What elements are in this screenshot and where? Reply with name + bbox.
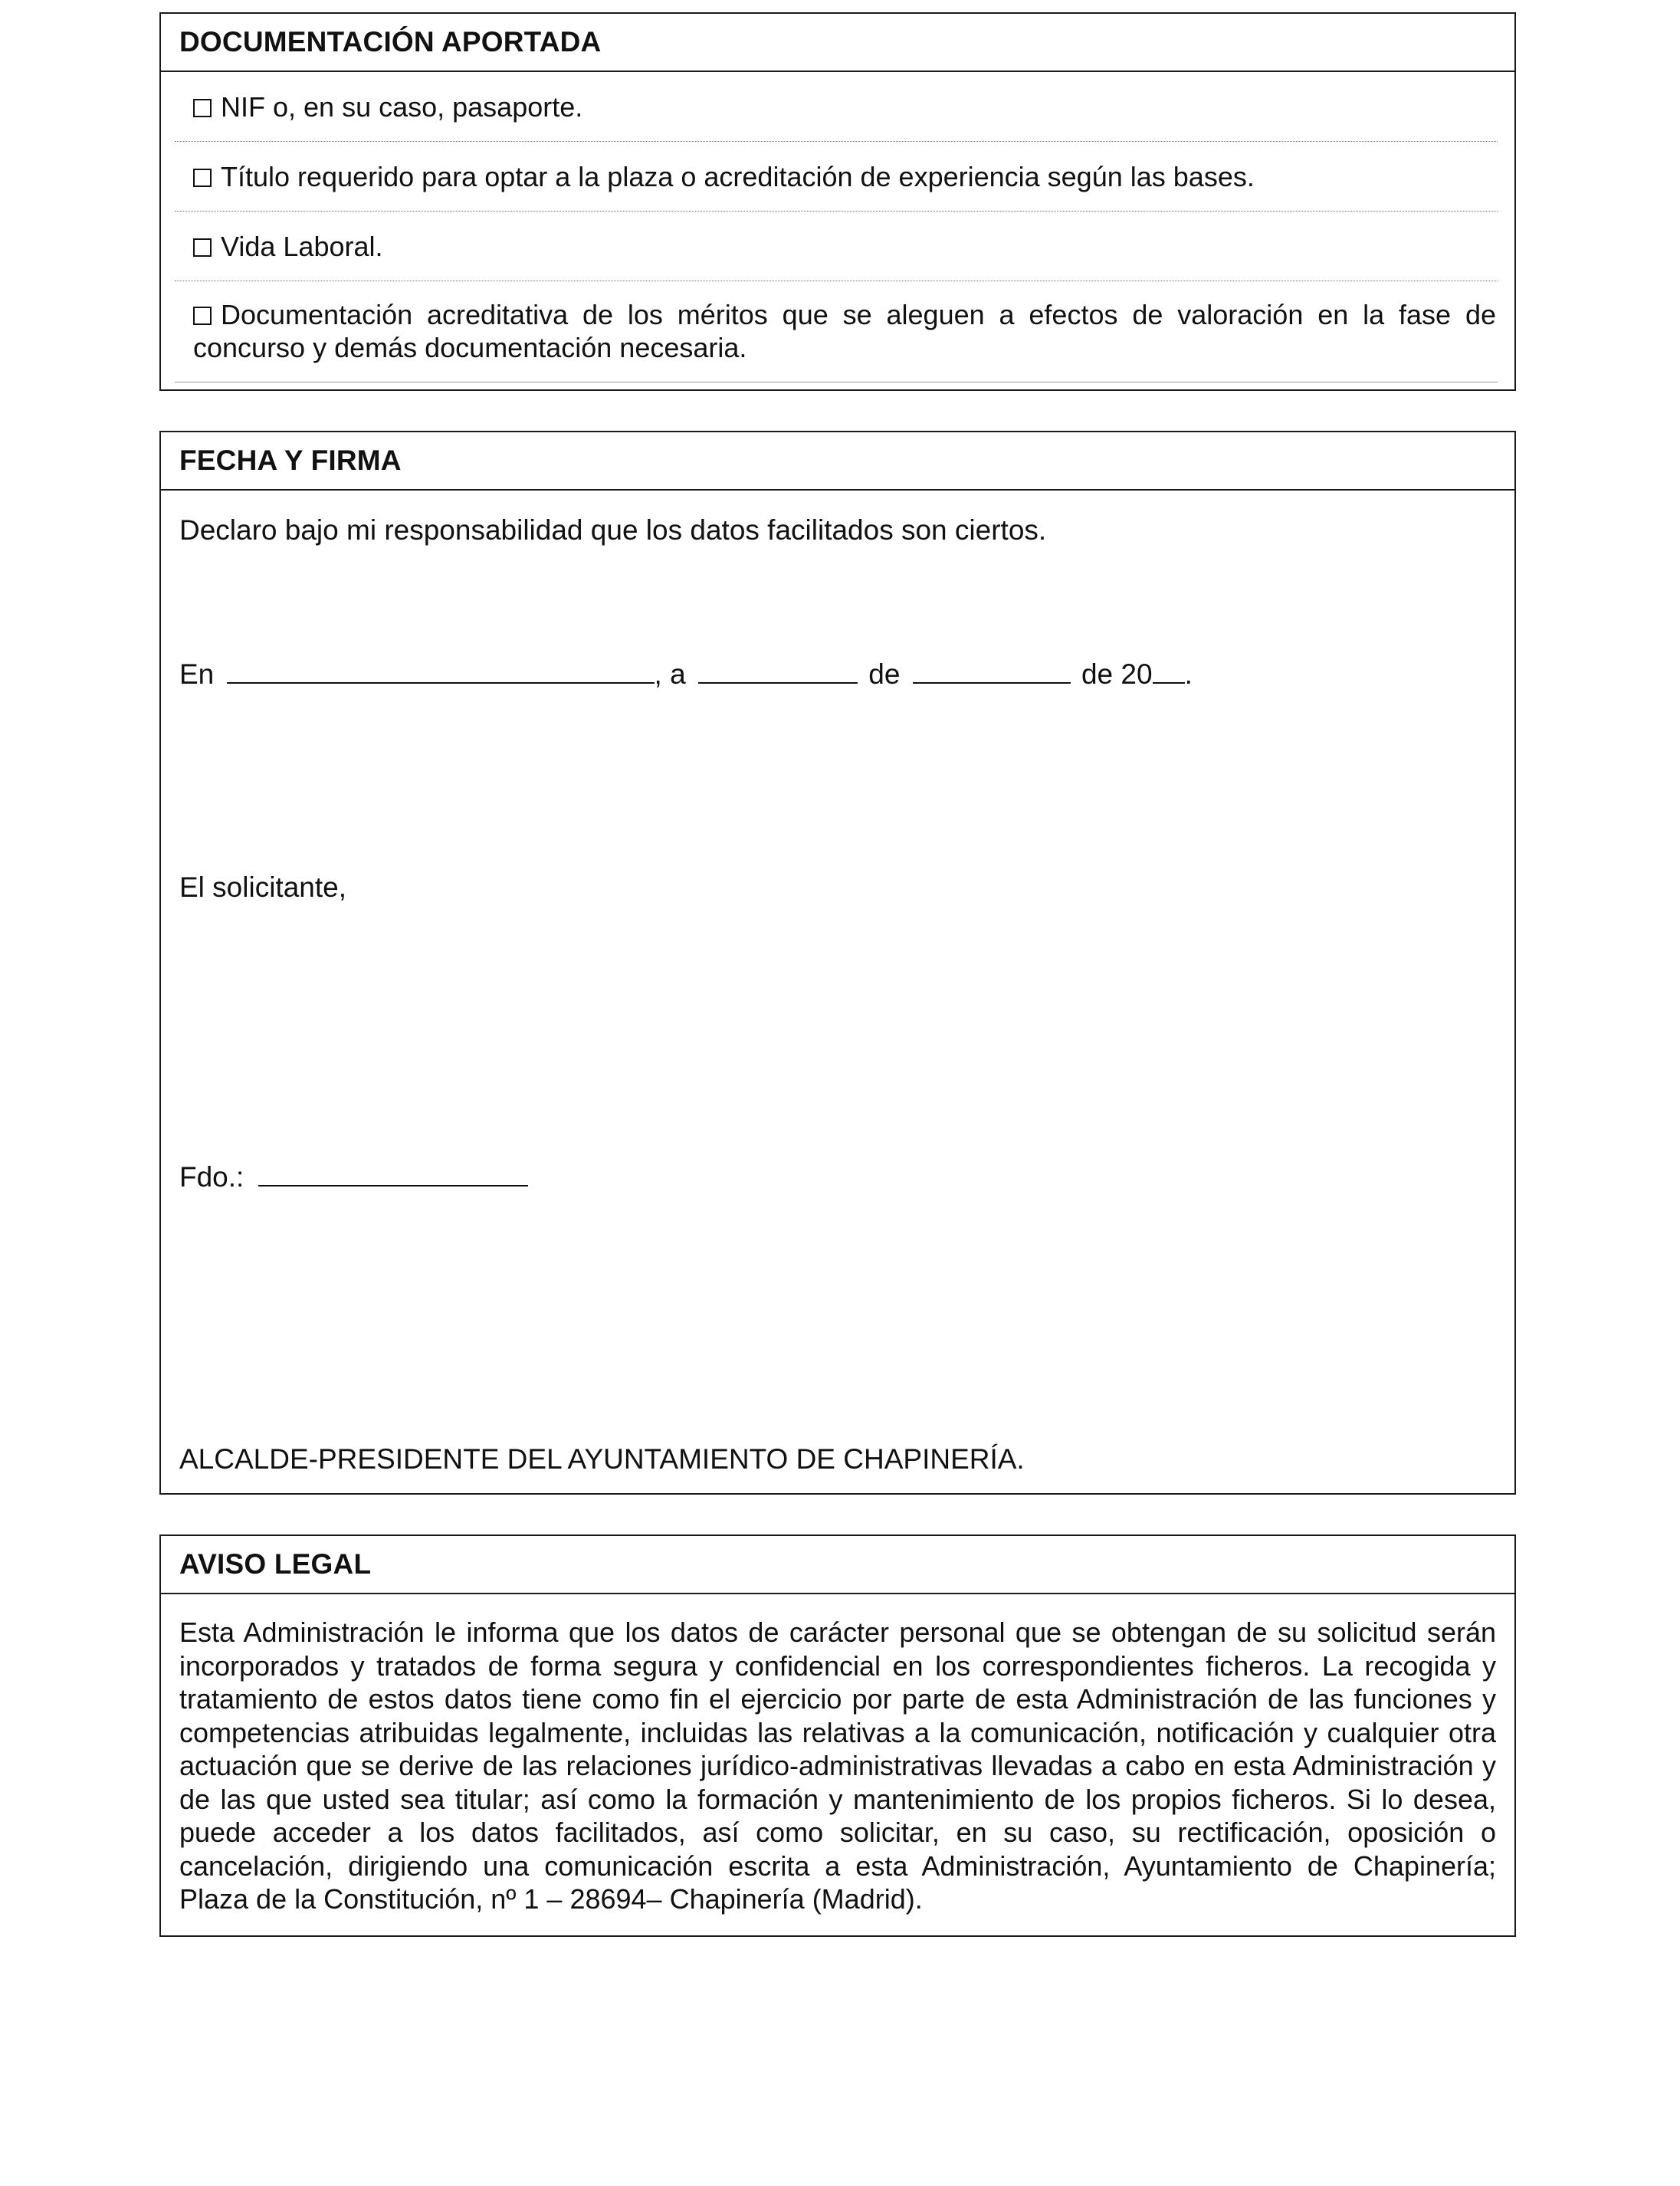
doc-item-label: NIF o, en su caso, pasaporte. xyxy=(221,91,583,123)
documentacion-list xyxy=(175,72,1498,382)
aviso-legal-text: Esta Administración le informa que los datos de carácter personal que se obtengan de su solicitud serán incorporados y tratados de forma segura y confidencial en los correspondientes ficheros. La recogida y tratamiento de estos datos tiene como fin el ejercicio por parte de esta Administración de las funciones y competencias atribuidas legalmente, incluidas las relativas a la comunicación, notificación y cualquier otra actuación que se derive de las relaciones jurídico-administrativas llevadas a cabo en esta Administración y de las que usted sea titular; así como la formación y mantenimiento de los propios ficheros. Si lo desea, puede acceder a los datos facilitados, así como solicitar, en su caso, su rectificación, oposición o cancelación, dirigiendo una comunicación escrita a esta Administración, Ayuntamiento de Chapinería; Plaza de la Constitución, nº 1 – 28694– Chapinería (Madrid). xyxy=(179,1617,1496,1915)
fdo-label: Fdo.: xyxy=(179,1161,244,1193)
doc-item-meritos xyxy=(175,281,1498,382)
declaration-text: Declaro bajo mi responsabilidad que los datos facilitados son ciertos. xyxy=(179,514,1047,546)
place-blank[interactable] xyxy=(227,656,655,684)
doc-item-label: Vida Laboral. xyxy=(221,231,383,262)
aviso-legal-title: AVISO LEGAL xyxy=(161,1536,1514,1594)
day-blank[interactable] xyxy=(698,656,858,684)
doc-item-nif xyxy=(175,72,1498,142)
doc-item-label: Documentación acreditativa de los méritos que se aleguen a efectos de valoración en la fase de concurso y demás documentación necesaria. xyxy=(193,299,1496,363)
vida-laboral-checkbox[interactable] xyxy=(193,238,212,257)
signature-line xyxy=(179,1159,528,1194)
nif-checkbox[interactable] xyxy=(193,99,212,117)
year-blank[interactable] xyxy=(1153,656,1185,684)
month-blank[interactable] xyxy=(913,656,1071,684)
titulo-checkbox[interactable] xyxy=(193,169,212,187)
doc-item-titulo xyxy=(175,142,1498,212)
fecha-firma-title: FECHA Y FIRMA xyxy=(161,432,1514,491)
addressee-text: ALCALDE-PRESIDENTE DEL AYUNTAMIENTO DE CHAPINERÍA. xyxy=(179,1443,1025,1475)
aviso-legal-section xyxy=(159,1534,1516,1937)
applicant-label: El solicitante, xyxy=(179,871,346,903)
doc-item-vida-laboral xyxy=(175,212,1498,281)
en-label: En xyxy=(179,658,215,690)
place-date-line xyxy=(179,656,1193,691)
signature-blank[interactable] xyxy=(258,1159,528,1187)
de-label: de xyxy=(868,658,901,690)
documentacion-aportada-title: DOCUMENTACIÓN APORTADA xyxy=(161,14,1514,72)
documentacion-aportada-section xyxy=(159,12,1516,391)
comma-a-label: , a xyxy=(654,658,686,690)
date-end-label: . xyxy=(1184,658,1193,690)
doc-item-label: Título requerido para optar a la plaza o acreditación de experiencia según las bases. xyxy=(221,161,1255,192)
fecha-firma-section xyxy=(159,431,1516,1495)
meritos-checkbox[interactable] xyxy=(193,307,212,325)
de-year-label: de 20 xyxy=(1081,658,1153,690)
